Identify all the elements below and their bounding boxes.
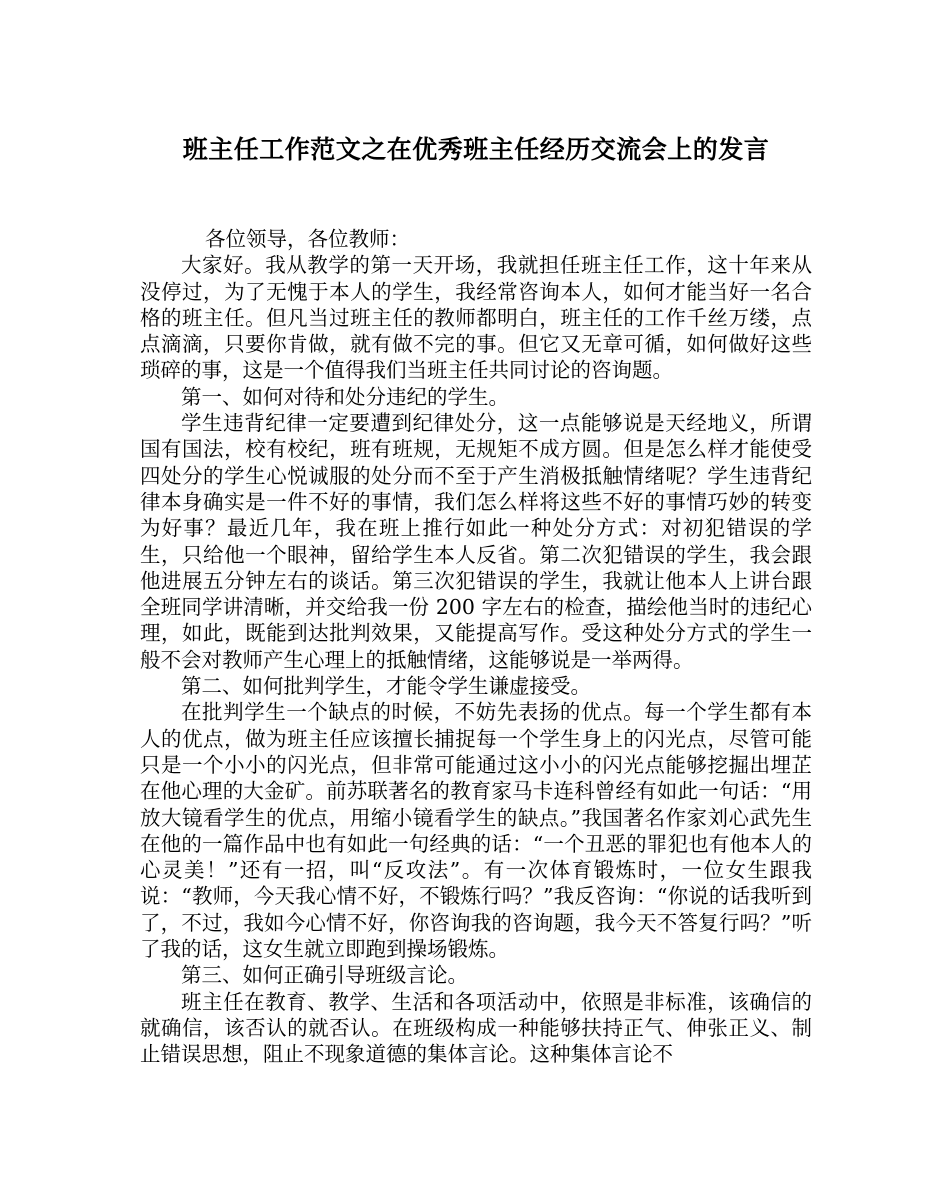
document-page bbox=[140, 130, 812, 1068]
section-heading-3: 第三、如何正确引导班级言论。 bbox=[181, 963, 468, 988]
salutation: 各位领导，各位教师： bbox=[205, 227, 410, 251]
document-title: 班主任工作范文之在优秀班主任经历交流会上的发言 bbox=[182, 135, 770, 164]
paragraph-section-3: 班主任在教育、教学、生活和各项活动中，依照是非标准，该确信的就确信，该否认的就否认。在班级构成一种能够扶持正气、伸张正义、制止错误思想，阻止不现象道德的集体言论。这种集体言论不 bbox=[140, 989, 812, 1067]
section-heading-1: 第一、如何对待和处分违纪的学生。 bbox=[181, 384, 509, 409]
paragraph-intro: 大家好。我从教学的第一天开场，我就担任班主任工作，这十年来从没停过，为了无愧于本人的学生，我经常咨询本人，如何才能当好一名合格的班主任。但凡当过班主任的教师都明白，班主任的工作千丝万缕，点点滴滴，只要你肯做，就有做不完的事。但它又无章可循，如何做好这些琐碎的事，这是一个值得我们当班主任共同讨论的咨询题。 bbox=[140, 253, 812, 383]
section-heading-2: 第二、如何批判学生，才能令学生谦虚接受。 bbox=[181, 674, 591, 699]
paragraph-section-1: 学生违背纪律一定要遭到纪律处分，这一点能够说是天经地义，所谓国有国法，校有校纪，班有班规，无规矩不成方圆。但是怎么样才能使受四处分的学生心悦诚服的处分而不至于产生消极抵触情绪呢？学生违背纪律本身确实是一件不好的事情，我们怎么样将这些不好的事情巧妙的转变为好事？最近几年，我在班上推行如此一种处分方式：对初犯错误的学生，只给他一个眼神，留给学生本人反省。第二次犯错误的学生，我会跟他进展五分钟左右的谈话。第三次犯错误的学生，我就让他本人上讲台跟全班同学讲清晰，并交给我一份 200 字左右的检查，描绘他当时的违纪心理，如此，既能到达批判效果，又能提高写作。受这种处分方式的学生一般不会对教师产生心理上的抵触情绪，这能够说是一举两得。 bbox=[140, 411, 812, 672]
paragraph-section-2: 在批判学生一个缺点的时候，不妨先表扬的优点。每一个学生都有本人的优点，做为班主任应该擅长捕捉每一个学生身上的闪光点，尽管可能只是一个小小的闪光点，但非常可能通过这小小的闪光点能够挖掘出埋芷在他心理的大金矿。前苏联著名的教育家马卡连科曾经有如此一句话：“用放大镜看学生的优点，用缩小镜看学生的缺点。”我国著名作家刘心武先生在他的一篇作品中也有如此一句经典的话：“一个丑恶的罪犯也有他本人的心灵美！”还有一招，叫“反攻法”。有一次体育锻炼时，一位女生跟我说：“教师，今天我心情不好，不锻炼行吗？”我反咨询：“你说的话我听到了，不过，我如今心情不好，你咨询我的咨询题，我今天不答复行吗？”听了我的话，这女生就立即跑到操场锻炼。 bbox=[140, 700, 812, 962]
document-body bbox=[140, 226, 812, 1068]
